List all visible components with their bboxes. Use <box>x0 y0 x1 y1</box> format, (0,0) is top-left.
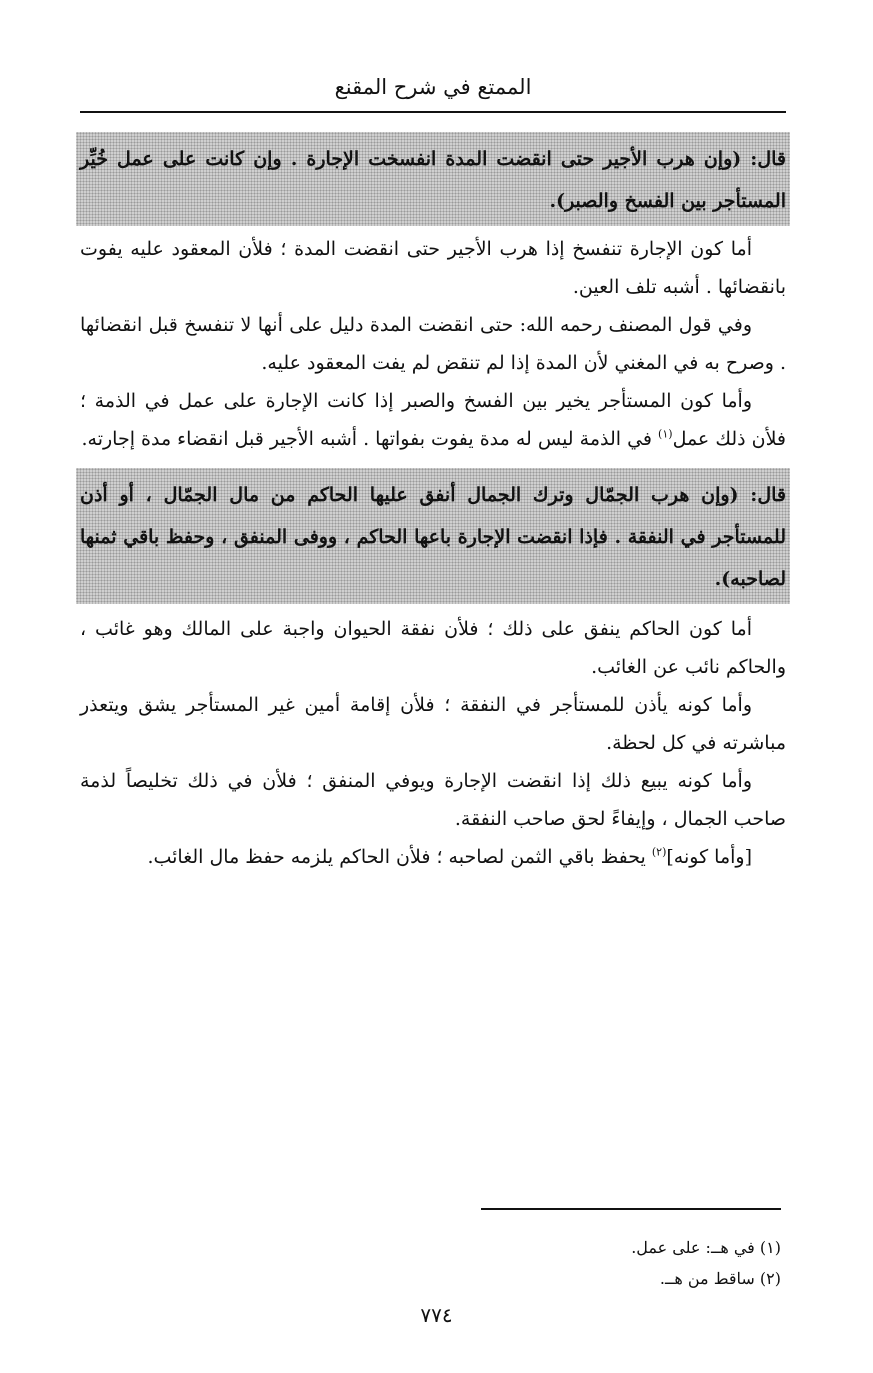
running-title: الممتع في شرح المقنع <box>334 75 532 99</box>
quoted-text-block: قال: (وإن هرب الأجير حتى انقضت المدة انفسخت الإجارة . وإن كانت على عمل خُيِّر المستأجر بين الفسخ والصبر). <box>76 132 790 226</box>
paragraph-text: وأما كون المستأجر يخير بين الفسخ والصبر إذا كانت الإجارة على عمل في الذمة ؛ فلأن ذلك عمل <box>80 390 786 450</box>
paragraph: وأما كونه يأذن للمستأجر في النفقة ؛ فلأن إقامة أمين غير المستأجر يشق ويتعذر مباشرته في كل لحظة. <box>80 694 786 754</box>
paragraph: أما كون الإجارة تنفسخ إذا هرب الأجير حتى انقضت المدة ؛ فلأن المعقود عليه يفوت بانقضائها . أشبه تلف العين. <box>80 238 786 298</box>
paragraph-text: يحفظ باقي الثمن لصاحبه ؛ فلأن الحاكم يلزمه حفظ مال الغائب. <box>147 846 652 868</box>
footnote-rule <box>481 1208 781 1210</box>
footnote-marker: (٢) <box>651 845 667 859</box>
paragraph <box>80 838 786 876</box>
quoted-text-block: قال: (وإن هرب الجمّال وترك الجمال أنفق عليها الحاكم من مال الجمّال ، أو أذن للمستأجر في النفقة . فإذا انقضت الإجارة باعها الحاكم ، ووفى المنفق ، وحفظ باقي ثمنها لصاحبه). <box>76 468 790 604</box>
page-number: ٧٧٤ <box>420 1303 453 1327</box>
paragraph <box>80 382 786 458</box>
footnote: (١) في هــ: على عمل. <box>631 1238 781 1257</box>
paragraph-text: [وأما كونه] <box>666 846 752 868</box>
paragraph-text: في الذمة ليس له مدة يفوت بفواتها . أشبه الأجير قبل انقضاء مدة إجارته. <box>81 428 659 450</box>
paragraph: وفي قول المصنف رحمه الله: حتى انقضت المدة دليل على أنها لا تنفسخ قبل انقضائها . وصرح به في المغني لأن المدة إذا لم تنقض لم يفت المعقود عليه. <box>80 314 786 374</box>
header-rule <box>80 111 786 113</box>
page-body <box>80 128 786 876</box>
footnote: (٢) ساقط من هــ. <box>659 1269 781 1288</box>
footnote-marker: (١) <box>658 427 673 441</box>
paragraph: أما كون الحاكم ينفق على ذلك ؛ فلأن نفقة الحيوان واجبة على المالك وهو غائب ، والحاكم نائب عن الغائب. <box>80 618 786 678</box>
paragraph: وأما كونه يبيع ذلك إذا انقضت الإجارة ويوفي المنفق ؛ فلأن في ذلك تخليصاً لذمة صاحب الجمال ، وإيفاءً لحق صاحب النفقة. <box>80 770 786 830</box>
footnotes <box>381 1232 781 1294</box>
